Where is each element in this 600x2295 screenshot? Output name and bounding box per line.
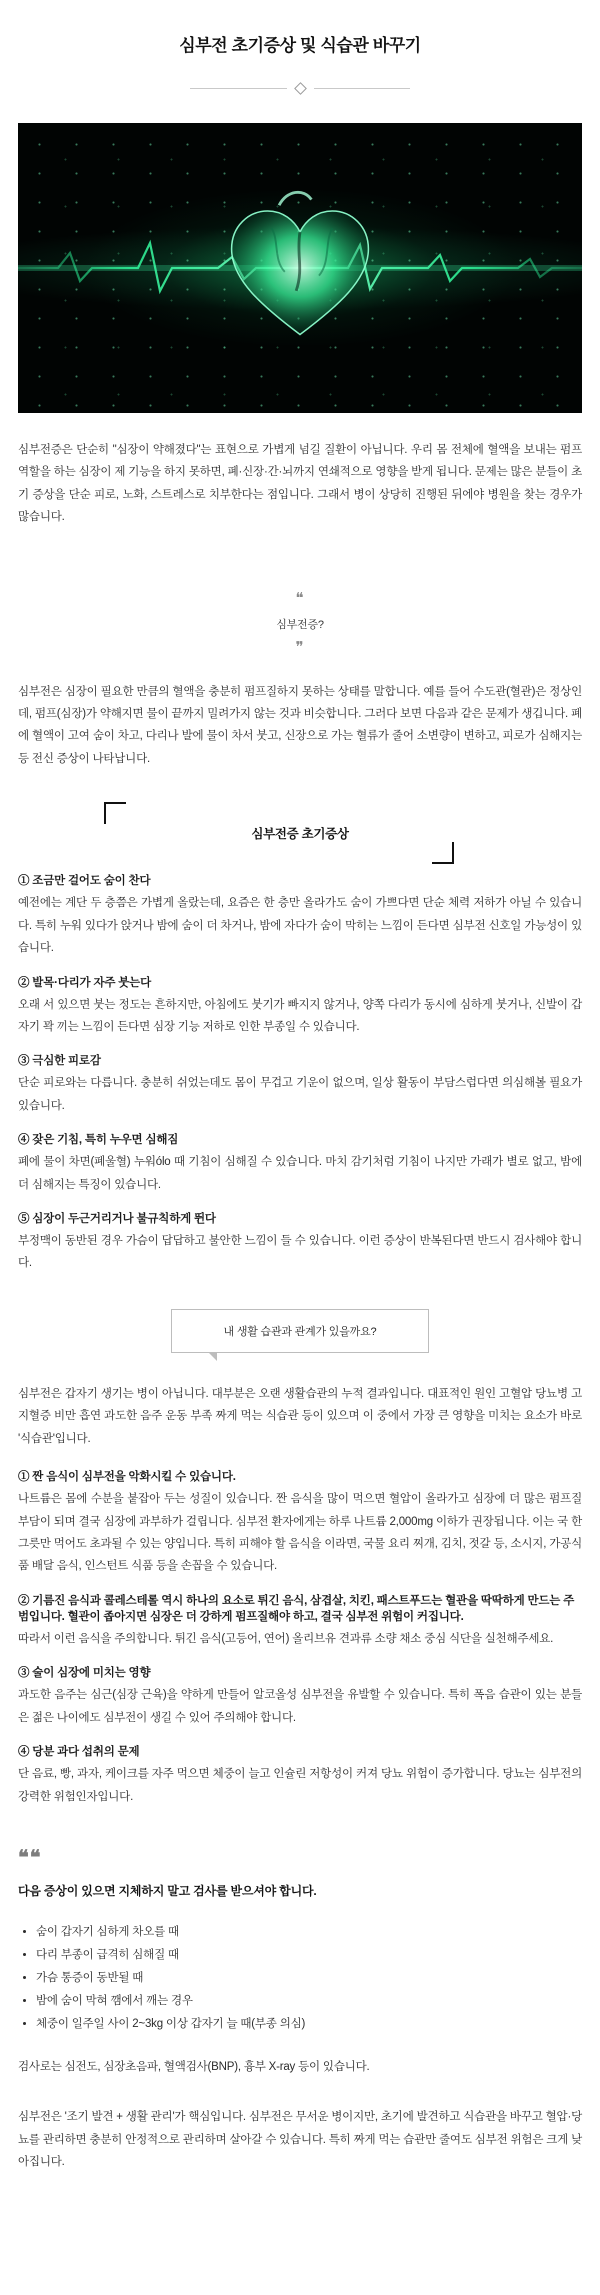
heart-illustration-icon: [205, 173, 395, 363]
symptom-body: 단순 피로와는 다릅니다. 충분히 쉬었는데도 몸이 무겁고 기운이 없으며, 일상 활동이 부담스럽다면 의심해볼 필요가 있습니다.: [18, 1077, 582, 1112]
symptom-title: ③ 극심한 피로감: [18, 1055, 101, 1068]
quote-text: 심부전증?: [276, 618, 324, 631]
habit-body: 따라서 이런 음식을 주의합니다. 튀긴 음식(고등어, 연어) 올리브유 견과류 소량 채소 중심 식단을 실천해주세요.: [18, 1632, 554, 1645]
habit-title: ④ 당분 과다 섭취의 문제: [18, 1746, 140, 1759]
page-title: 심부전 초기증상 및 식습관 바꾸기: [179, 36, 421, 56]
article-page: [0, 11, 600, 2231]
intro-paragraph: 심부전증은 단순히 "심장이 약해졌다"는 표현으로 가볍게 넘길 질환이 아닙니다. 우리 몸 전체에 혈액을 보내는 펌프 역할을 하는 심장이 제 기능을 하지 못하면, 폐·신장·간·뇌까지 연쇄적으로 영향을 받게 됩니다. 문제는 많은 분들이 초기 증상을 단순 피로, 노화, 스트레스로 치부한다는 점입니다. 그래서 병이 상당히 진행된 뒤에야 병원을 찾는 경우가 많습니다.: [18, 443, 582, 524]
list-item: • 숨이 갑자기 심하게 차오를 때: [36, 1921, 582, 1944]
symptoms-heading-text: 심부전증 초기증상: [251, 827, 349, 842]
list-item: • 체중이 일주일 사이 2~3kg 이상 갑자기 늘 때(부종 의심): [36, 2013, 582, 2036]
divider-line-left: [190, 88, 287, 89]
habit-body: 단 음료, 빵, 과자, 케이크를 자주 먹으면 체중이 늘고 인슐린 저항성이 커져 당뇨 위험이 증가합니다. 당뇨는 심부전의 강력한 위험인자입니다.: [18, 1768, 582, 1803]
symptom-title: ⑤ 심장이 두근거리거나 불규칙하게 뛴다: [18, 1213, 216, 1226]
symptom-title: ② 발목·다리가 자주 붓는다: [18, 976, 152, 989]
habit-title: ① 짠 음식이 심부전을 악화시킬 수 있습니다.: [18, 1471, 236, 1484]
hero-image-heart-ekg: [18, 123, 582, 413]
symptom-body: 예전에는 계단 두 층쯤은 가볍게 올랐는데, 요즘은 한 층만 올라가도 숨이 가쁘다면 단순 체력 저하가 아닐 수 있습니다. 특히 누워 있다가 앉거나 밤에 숨이 더 차거나, 밤에 자다가 숨이 막히는 느낌이 든다면 심부전 신호일 가능성이 있습니다.: [18, 897, 582, 955]
pull-quote: [18, 591, 582, 655]
habit-list-section: [18, 1468, 582, 1808]
symptom-body: 부정맥이 동반된 경우 가슴이 답답하고 불안한 느낌이 들 수 있습니다. 이런 증상이 반복된다면 반드시 검사해야 합니다.: [18, 1235, 582, 1270]
list-item: • 다리 부종이 급격히 심해질 때: [36, 1944, 582, 1967]
list-item: • 가슴 통증이 동반될 때: [36, 1967, 582, 1990]
symptom-body: 오래 서 있으면 붓는 정도는 흔하지만, 아침에도 붓기가 빠지지 않거나, 양쪽 다리가 동시에 심하게 붓거나, 신발이 갑자기 꽉 끼는 느낌이 든다면 심장 기능 저하로 인한 부종일 수 있습니다.: [18, 998, 582, 1033]
warning-signs-list: [18, 1921, 582, 2036]
symptom-body: 폐에 물이 차면(폐울혈) 누워ólo 때 기침이 심해질 수 있습니다. 마치 감기처럼 기침이 나지만 가래가 별로 없고, 밤에 더 심해지는 특징이 있습니다.: [18, 1156, 582, 1191]
diamond-icon: [294, 83, 307, 96]
list-item: • 밤에 숨이 막혀 깸에서 깨는 경우: [36, 1990, 582, 2013]
quote-open-mark: ❝: [295, 589, 305, 607]
exam-note-paragraph: 검사로는 심전도, 심장초음파, 혈액검사(BNP), 흉부 X-ray 등이 있습니다.: [18, 2060, 370, 2073]
question-callout: 내 생활 습관과 관계가 있을까요?: [171, 1309, 429, 1353]
habit-body: 과도한 음주는 심근(심장 근육)을 약하게 만들어 알코올성 심부전을 유발할 수 있습니다. 특히 폭음 습관이 있는 분들은 젊은 나이에도 심부전이 생길 수 있어 주의해야 합니다.: [18, 1689, 582, 1724]
ornamental-divider: [190, 81, 410, 97]
symptom-title: ① 조금만 걸어도 숨이 찬다: [18, 875, 151, 888]
definition-paragraph: 심부전은 심장이 필요한 만큼의 혈액을 충분히 펌프질하지 못하는 상태를 말합니다. 예를 들어 수도관(혈관)은 정상인데, 펌프(심장)가 약해지면 물이 끝까지 밀려가지 않는 것과 비슷합니다. 그러다 보면 다음과 같은 문제가 생깁니다. 폐에 혈액이 고여 숨이 차고, 다리나 발에 물이 차서 붓고, 신장으로 가는 혈류가 줄어 소변량이 변하고, 피로가 심해지는 등 전신 증상이 나타납니다.: [18, 685, 582, 765]
habit-title: ② 기름진 음식과 콜레스테롤 역시 하나의 요소로 튀긴 음식, 삼겹살, 치킨, 패스트푸드는 혈관을 딱딱하게 만드는 주범입니다. 혈관이 좁아지면 심장은 더 강하게 펌프질해야 하고, 결국 심부전 위험이 커집니다.: [18, 1594, 575, 1623]
divider-line-right: [314, 88, 411, 89]
habit-body: 나트륨은 몸에 수분을 붙잡아 두는 성질이 있습니다. 짠 음식을 많이 먹으면 혈압이 올라가고 심장에 더 많은 펌프질 부담이 되며 결국 심장에 과부하가 걸립니다. 심부전 환자에게는 하루 나트륨 2,000mg 이하가 권장됩니다. 이는 국 한 그릇만 먹어도 초과될 수 있는 양입니다. 특히 피해야 할 음식을 이라면, 국물 요리 찌개, 김치, 젓갈 등, 소시지, 가공식품 배달 음식, 인스턴트 식품 등을 손꼽을 수 있습니다.: [18, 1493, 582, 1573]
closing-quote-mark: ❝❝: [18, 1846, 42, 1869]
habit-title: ③ 술이 심장에 미치는 영향: [18, 1667, 151, 1680]
quote-close-mark: ❞: [295, 638, 305, 656]
symptom-list-section: [18, 872, 582, 1275]
lifestyle-intro-paragraph: 심부전은 갑자기 생기는 병이 아닙니다. 대부분은 오랜 생활습관의 누적 결과입니다. 대표적인 원인 고혈압 당뇨병 고지혈증 비만 흡연 과도한 음주 운동 부족 짜게 먹는 식습관 등이 있으며 이 중에서 가장 큰 영향을 미치는 요소가 바로 '식습관'입니다.: [18, 1387, 582, 1445]
closing-lead-text: 다음 증상이 있으면 지체하지 말고 검사를 받으셔야 합니다.: [18, 1883, 317, 1898]
symptoms-section-heading: [18, 800, 582, 866]
bracket-corner-top-left: [104, 802, 126, 824]
bracket-corner-bottom-right: [432, 842, 454, 864]
conclusion-paragraph: 심부전은 '조기 발견 + 생활 관리'가 핵심입니다. 심부전은 무서운 병이지만, 초기에 발견하고 식습관을 바꾸고 혈압·당뇨를 관리하면 충분히 안정적으로 관리하며 살아갈 수 있습니다. 특히 짜게 먹는 습관만 줄여도 심부전 위험은 크게 낮아집니다.: [18, 2111, 582, 2169]
symptom-title: ④ 잦은 기침, 특히 누우면 심해짐: [18, 1134, 179, 1147]
